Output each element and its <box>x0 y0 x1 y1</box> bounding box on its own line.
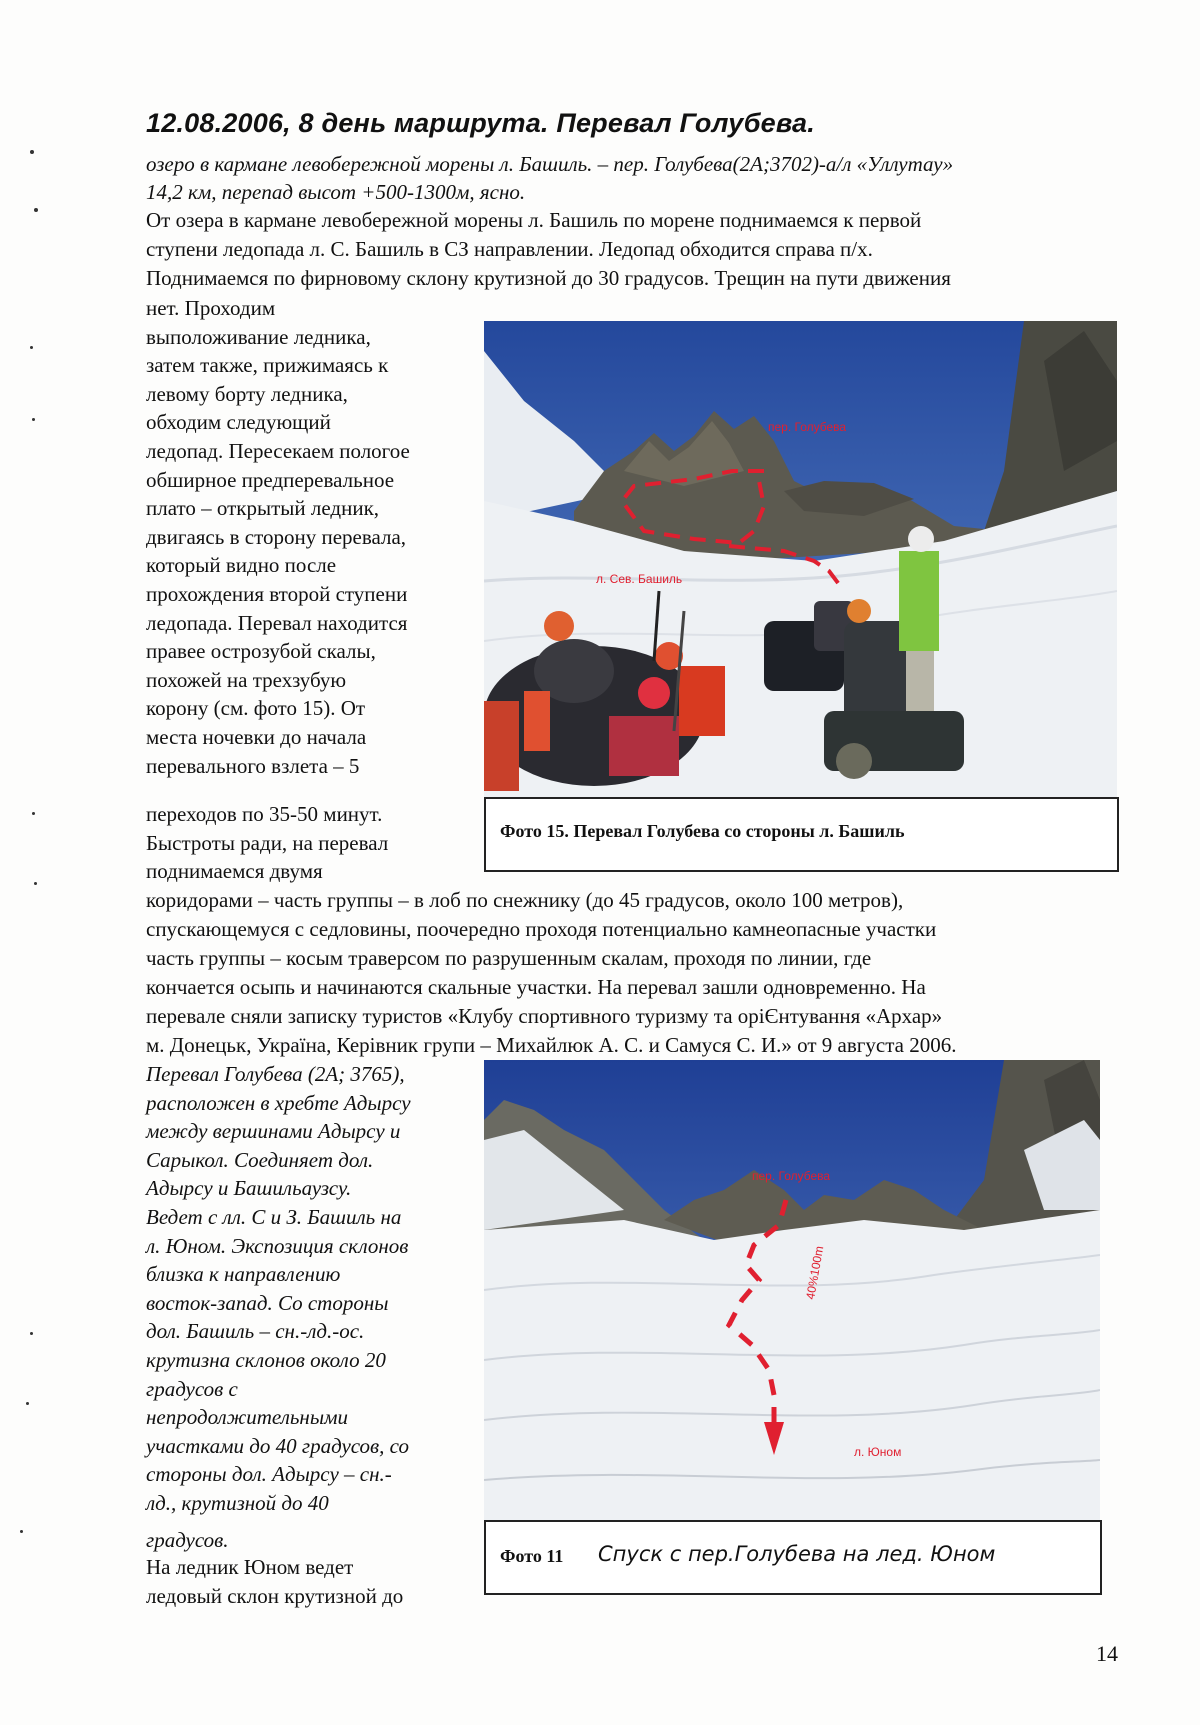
photo-15-pass-label: пер. Голубева <box>768 420 847 434</box>
column-line: ледопада. Перевал находится <box>146 610 408 635</box>
column-line: Адырсу и Башильаузсу. <box>146 1176 352 1201</box>
column-text-1b <box>146 800 388 886</box>
column-line: ледовый склон крутизной до <box>146 1584 404 1608</box>
page-number: 14 <box>1096 1641 1118 1666</box>
column-line: градусов. <box>146 1528 229 1552</box>
column-text-1 <box>146 294 410 780</box>
column-line: близка к направлению <box>146 1262 341 1287</box>
photo-15-glacier-label: л. Сев. Башиль <box>596 572 683 586</box>
paragraph-line: спускающемуся с седловины, поочередно проходя потенциально камнеопасные участки <box>146 917 937 941</box>
column-line: между вершинами Адырсу и <box>146 1119 401 1144</box>
column-line: Перевал Голубева (2А; 3765), <box>146 1062 405 1086</box>
column-line: места ночевки до начала <box>146 724 367 749</box>
column-text-2 <box>146 1060 411 1518</box>
scan-speck <box>30 346 33 349</box>
column-line: Сарыкол. Соединяет дол. <box>146 1147 374 1172</box>
column-line: непродолжительными <box>146 1405 348 1430</box>
column-line: выположивание ледника, <box>146 324 371 349</box>
scan-speck <box>34 882 37 885</box>
column-line: градусов с <box>146 1376 238 1401</box>
column-line: перевального взлета – 5 <box>146 753 360 778</box>
photo-15-caption: Фото 15. Перевал Голубева со стороны л. Башиль <box>500 821 905 841</box>
column-line: прохождения второй ступени <box>146 581 408 606</box>
column-line: крутизна склонов около 20 <box>146 1347 386 1372</box>
column-line: плато – открытый ледник, <box>146 496 380 521</box>
route-description: озеро в кармане левобережной морены л. Башиль. – пер. Голубева(2А;3702)-а/л «Уллутау» <box>146 152 954 176</box>
column-line: л. Юном. Экспозиция склонов <box>146 1233 409 1258</box>
paragraph-line: м. Донецьк, Украïна, Керiвник групи – Михайлюк А. С. и Самуся С. И.» от 9 августа 2006. <box>146 1033 957 1057</box>
paragraph-line: часть группы – косым траверсом по разрушенным скалам, проходя по линии, где <box>146 946 872 970</box>
column-line: восток-запад. Со стороны <box>146 1290 389 1315</box>
column-line: правее острозубой скалы, <box>146 639 376 664</box>
scan-speck <box>30 150 34 154</box>
column-line: левому борту ледника, <box>146 381 348 406</box>
photo-11-handwritten-caption: Спуск с пер.Голубева на лед. Юном <box>598 1542 996 1566</box>
paragraph-line: Поднимаемся по фирновому склону крутизной до 30 градусов. Трещин на пути движения <box>146 266 951 290</box>
photo-11 <box>484 1060 1100 1520</box>
column-line: обходим следующий <box>146 410 331 435</box>
photo-15 <box>484 321 1117 797</box>
column-line: затем также, прижимаясь к <box>146 353 389 378</box>
column-line: поднимаемся двумя <box>146 859 323 884</box>
paragraph-line: перевале сняли записку туристов «Клубу спортивного туризму та орiЄнтування «Архар» <box>146 1004 943 1028</box>
column-line: расположен в хребте Адырсу <box>146 1090 411 1115</box>
column-line: нет. Проходим <box>146 296 276 320</box>
column-line: похожей на трехзубую <box>146 667 347 692</box>
scan-speck <box>32 812 35 815</box>
column-line: участками до 40 градусов, со <box>146 1433 409 1458</box>
route-stats: 14,2 км, перепад высот +500-1300м, ясно. <box>146 180 526 204</box>
column-line: корону (см. фото 15). От <box>146 696 366 721</box>
photo-11-slope-label: 40%100m <box>803 1244 827 1301</box>
photo-11-caption-box <box>484 1520 1102 1595</box>
paragraph-line: коридорами – часть группы – в лоб по снежнику (до 45 градусов, около 100 метров), <box>146 888 904 912</box>
scan-speck <box>20 1530 23 1533</box>
column-line: обширное предперевальное <box>146 467 395 492</box>
scan-speck <box>26 1402 29 1405</box>
photo-11-glacier-label: л. Юном <box>854 1445 902 1459</box>
photo-11-caption: Фото 11 <box>500 1546 564 1566</box>
column-line: стороны дол. Адырсу – сн.- <box>146 1462 392 1487</box>
scan-speck <box>30 1332 33 1335</box>
column-line: двигаясь в сторону перевала, <box>146 524 407 549</box>
photo-11-pass-label: пер. Голубева <box>752 1169 831 1183</box>
column-line: дол. Башиль – сн.-лд.-ос. <box>146 1319 365 1344</box>
scan-speck <box>32 418 35 421</box>
scan-speck <box>34 208 38 212</box>
column-line: На ледник Юном ведет <box>146 1555 354 1579</box>
column-line: Ведет с лл. С и З. Башиль на <box>146 1204 402 1229</box>
day-heading: 12.08.2006, 8 день маршрута. Перевал Голубева. <box>146 108 815 138</box>
column-line: лд., крутизной до 40 <box>146 1490 329 1515</box>
paragraph-line: ступени ледопада л. С. Башиль в СЗ направлении. Ледопад обходится справа п/х. <box>146 237 873 261</box>
paragraph-line: От озера в кармане левобережной морены л. Башиль по морене поднимаемся к первой <box>146 208 922 232</box>
column-line: переходов по 35-50 минут. <box>146 802 383 826</box>
column-line: Быстроты ради, на перевал <box>146 830 389 855</box>
column-line: ледопад. Пересекаем пологое <box>146 438 410 463</box>
column-line: который видно после <box>146 553 337 578</box>
photo-15-caption-box <box>484 797 1119 872</box>
paragraph-line: кончается осыпь и начинаются скальные участки. На перевал зашли одновременно. На <box>146 975 926 999</box>
